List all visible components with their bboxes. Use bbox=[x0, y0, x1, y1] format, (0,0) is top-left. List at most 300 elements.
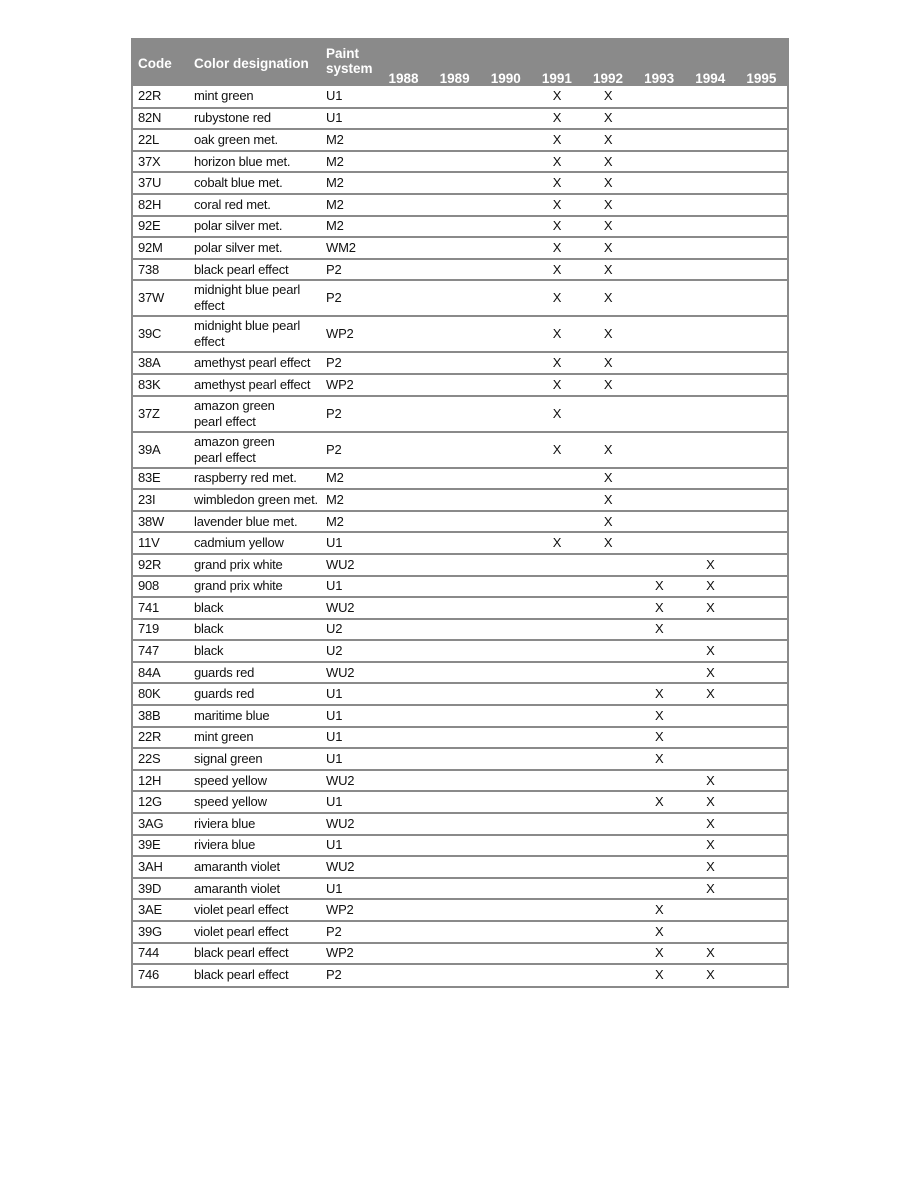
cell-year-mark bbox=[429, 597, 480, 619]
cell-code: 908 bbox=[133, 576, 189, 598]
cell-year-mark bbox=[378, 532, 429, 554]
table-row bbox=[133, 489, 787, 511]
cell-year-mark bbox=[378, 374, 429, 396]
cell-year-mark: X bbox=[531, 259, 582, 281]
cell-year-mark bbox=[634, 237, 685, 259]
cell-year-mark bbox=[736, 396, 787, 432]
cell-year-mark bbox=[378, 108, 429, 130]
cell-paint-system: U1 bbox=[321, 683, 378, 705]
cell-year-mark bbox=[378, 640, 429, 662]
cell-year-mark: X bbox=[634, 597, 685, 619]
cell-year-mark bbox=[429, 705, 480, 727]
cell-year-mark bbox=[583, 662, 634, 684]
cell-color-designation: riviera blue bbox=[189, 835, 321, 857]
cell-color-designation: polar silver met. bbox=[189, 237, 321, 259]
cell-year-mark bbox=[736, 352, 787, 374]
cell-code: 12H bbox=[133, 770, 189, 792]
cell-year-mark: X bbox=[685, 683, 736, 705]
cell-year-mark bbox=[531, 597, 582, 619]
cell-code: 3AE bbox=[133, 899, 189, 921]
cell-year-mark bbox=[736, 172, 787, 194]
cell-year-mark bbox=[531, 878, 582, 900]
cell-code: 92R bbox=[133, 554, 189, 576]
header-paint-line1: Paint bbox=[326, 46, 360, 61]
table-row bbox=[133, 194, 787, 216]
designation-line2: pearl effect bbox=[194, 413, 256, 429]
cell-year-mark bbox=[429, 532, 480, 554]
table-row bbox=[133, 316, 787, 352]
cell-year-mark bbox=[531, 748, 582, 770]
cell-year-mark: X bbox=[531, 352, 582, 374]
header-year: 1992 bbox=[583, 40, 634, 86]
cell-year-mark bbox=[480, 597, 531, 619]
cell-code: 80K bbox=[133, 683, 189, 705]
cell-year-mark bbox=[429, 683, 480, 705]
cell-year-mark: X bbox=[583, 511, 634, 533]
cell-year-mark bbox=[634, 151, 685, 173]
cell-year-mark bbox=[583, 791, 634, 813]
cell-color-designation: grand prix white bbox=[189, 576, 321, 598]
cell-year-mark bbox=[480, 554, 531, 576]
cell-year-mark bbox=[736, 129, 787, 151]
cell-year-mark bbox=[378, 237, 429, 259]
cell-year-mark: X bbox=[634, 705, 685, 727]
cell-year-mark bbox=[429, 280, 480, 316]
cell-year-mark bbox=[634, 532, 685, 554]
cell-year-mark bbox=[480, 237, 531, 259]
cell-year-mark bbox=[378, 280, 429, 316]
cell-paint-system: WP2 bbox=[321, 943, 378, 965]
cell-year-mark: X bbox=[634, 727, 685, 749]
cell-year-mark bbox=[531, 705, 582, 727]
cell-color-designation: raspberry red met. bbox=[189, 468, 321, 490]
cell-code: 22R bbox=[133, 727, 189, 749]
table-row bbox=[133, 468, 787, 490]
header-year: 1994 bbox=[685, 40, 736, 86]
cell-year-mark bbox=[429, 878, 480, 900]
cell-year-mark bbox=[378, 748, 429, 770]
cell-color-designation: black pearl effect bbox=[189, 259, 321, 281]
cell-paint-system: P2 bbox=[321, 280, 378, 316]
designation-line2: effect bbox=[194, 334, 225, 350]
cell-year-mark bbox=[378, 396, 429, 432]
table-row bbox=[133, 432, 787, 468]
cell-year-mark: X bbox=[583, 432, 634, 468]
cell-year-mark bbox=[531, 683, 582, 705]
header-color-designation: Color designation bbox=[189, 40, 321, 86]
cell-paint-system: WU2 bbox=[321, 554, 378, 576]
cell-year-mark bbox=[583, 921, 634, 943]
cell-code: 82H bbox=[133, 194, 189, 216]
cell-year-mark bbox=[429, 943, 480, 965]
cell-year-mark bbox=[429, 511, 480, 533]
cell-year-mark bbox=[378, 554, 429, 576]
cell-code: 92E bbox=[133, 216, 189, 238]
cell-year-mark bbox=[429, 921, 480, 943]
cell-year-mark: X bbox=[583, 86, 634, 108]
cell-year-mark bbox=[378, 259, 429, 281]
table-row bbox=[133, 856, 787, 878]
cell-year-mark bbox=[429, 964, 480, 986]
cell-year-mark bbox=[480, 532, 531, 554]
cell-color-designation: black pearl effect bbox=[189, 943, 321, 965]
cell-code: 741 bbox=[133, 597, 189, 619]
cell-year-mark bbox=[480, 374, 531, 396]
cell-year-mark bbox=[429, 129, 480, 151]
cell-year-mark: X bbox=[583, 259, 634, 281]
header-year: 1995 bbox=[736, 40, 787, 86]
cell-year-mark: X bbox=[531, 374, 582, 396]
cell-year-mark bbox=[634, 835, 685, 857]
table-row bbox=[133, 237, 787, 259]
designation-line1: amazon green bbox=[194, 397, 275, 413]
cell-year-mark bbox=[480, 316, 531, 352]
header-code: Code bbox=[133, 40, 189, 86]
table-row bbox=[133, 374, 787, 396]
cell-year-mark bbox=[685, 899, 736, 921]
cell-year-mark bbox=[736, 259, 787, 281]
cell-color-designation: rubystone red bbox=[189, 108, 321, 130]
cell-year-mark bbox=[480, 468, 531, 490]
cell-color-designation: coral red met. bbox=[189, 194, 321, 216]
cell-year-mark bbox=[736, 576, 787, 598]
cell-code: 3AG bbox=[133, 813, 189, 835]
cell-paint-system: M2 bbox=[321, 511, 378, 533]
cell-year-mark bbox=[531, 619, 582, 641]
cell-year-mark bbox=[480, 791, 531, 813]
cell-paint-system: U1 bbox=[321, 878, 378, 900]
cell-year-mark: X bbox=[583, 172, 634, 194]
table-row bbox=[133, 727, 787, 749]
cell-year-mark bbox=[378, 856, 429, 878]
cell-year-mark bbox=[736, 921, 787, 943]
header-year: 1991 bbox=[531, 40, 582, 86]
cell-color-designation bbox=[189, 316, 321, 352]
cell-paint-system: WP2 bbox=[321, 316, 378, 352]
cell-code: 22R bbox=[133, 86, 189, 108]
cell-year-mark bbox=[378, 316, 429, 352]
cell-code: 744 bbox=[133, 943, 189, 965]
cell-year-mark bbox=[736, 619, 787, 641]
cell-year-mark bbox=[480, 727, 531, 749]
cell-year-mark bbox=[634, 216, 685, 238]
cell-paint-system: P2 bbox=[321, 396, 378, 432]
cell-color-designation: mint green bbox=[189, 86, 321, 108]
cell-year-mark bbox=[634, 194, 685, 216]
cell-code: 38A bbox=[133, 352, 189, 374]
cell-year-mark: X bbox=[531, 237, 582, 259]
cell-year-mark bbox=[378, 662, 429, 684]
cell-color-designation: violet pearl effect bbox=[189, 899, 321, 921]
header-year: 1988 bbox=[378, 40, 429, 86]
cell-year-mark bbox=[685, 259, 736, 281]
cell-code: 738 bbox=[133, 259, 189, 281]
cell-year-mark: X bbox=[685, 835, 736, 857]
cell-year-mark bbox=[736, 280, 787, 316]
cell-year-mark: X bbox=[583, 108, 634, 130]
cell-year-mark bbox=[378, 151, 429, 173]
cell-year-mark bbox=[685, 468, 736, 490]
cell-year-mark bbox=[634, 172, 685, 194]
cell-year-mark bbox=[583, 683, 634, 705]
cell-year-mark bbox=[583, 554, 634, 576]
cell-year-mark: X bbox=[685, 770, 736, 792]
cell-year-mark bbox=[429, 554, 480, 576]
cell-year-mark bbox=[685, 172, 736, 194]
cell-year-mark bbox=[583, 727, 634, 749]
cell-year-mark bbox=[480, 511, 531, 533]
cell-year-mark bbox=[378, 899, 429, 921]
cell-year-mark bbox=[531, 921, 582, 943]
cell-year-mark bbox=[429, 237, 480, 259]
cell-color-designation: black bbox=[189, 640, 321, 662]
cell-year-mark bbox=[378, 791, 429, 813]
cell-year-mark: X bbox=[531, 194, 582, 216]
cell-paint-system: U1 bbox=[321, 532, 378, 554]
table-row bbox=[133, 280, 787, 316]
cell-color-designation: cadmium yellow bbox=[189, 532, 321, 554]
table-row bbox=[133, 216, 787, 238]
cell-year-mark bbox=[736, 856, 787, 878]
table-row bbox=[133, 576, 787, 598]
header-row bbox=[133, 40, 787, 86]
cell-year-mark bbox=[736, 532, 787, 554]
cell-paint-system: P2 bbox=[321, 352, 378, 374]
cell-year-mark bbox=[634, 396, 685, 432]
cell-year-mark bbox=[378, 576, 429, 598]
cell-year-mark bbox=[531, 576, 582, 598]
table-row bbox=[133, 705, 787, 727]
cell-year-mark bbox=[531, 791, 582, 813]
cell-paint-system: WM2 bbox=[321, 237, 378, 259]
cell-year-mark bbox=[685, 619, 736, 641]
cell-year-mark bbox=[736, 151, 787, 173]
cell-year-mark bbox=[583, 705, 634, 727]
cell-paint-system: WU2 bbox=[321, 662, 378, 684]
cell-year-mark bbox=[480, 835, 531, 857]
cell-year-mark bbox=[583, 856, 634, 878]
cell-year-mark: X bbox=[685, 662, 736, 684]
cell-year-mark bbox=[429, 352, 480, 374]
cell-paint-system: M2 bbox=[321, 151, 378, 173]
table-row bbox=[133, 943, 787, 965]
cell-year-mark bbox=[531, 835, 582, 857]
cell-year-mark bbox=[685, 129, 736, 151]
cell-paint-system: WU2 bbox=[321, 597, 378, 619]
cell-code: 39A bbox=[133, 432, 189, 468]
cell-year-mark: X bbox=[685, 576, 736, 598]
cell-year-mark bbox=[531, 554, 582, 576]
cell-color-designation: black bbox=[189, 619, 321, 641]
paint-code-table bbox=[133, 40, 787, 986]
cell-year-mark bbox=[685, 280, 736, 316]
table-row bbox=[133, 172, 787, 194]
cell-year-mark bbox=[736, 770, 787, 792]
cell-year-mark bbox=[685, 316, 736, 352]
table-row bbox=[133, 921, 787, 943]
cell-year-mark bbox=[378, 172, 429, 194]
cell-year-mark bbox=[736, 108, 787, 130]
cell-year-mark bbox=[429, 619, 480, 641]
table-row bbox=[133, 511, 787, 533]
cell-code: 747 bbox=[133, 640, 189, 662]
cell-year-mark bbox=[480, 259, 531, 281]
cell-paint-system: P2 bbox=[321, 432, 378, 468]
cell-year-mark: X bbox=[583, 352, 634, 374]
cell-year-mark bbox=[634, 468, 685, 490]
cell-year-mark bbox=[378, 813, 429, 835]
cell-paint-system: U1 bbox=[321, 748, 378, 770]
cell-year-mark bbox=[583, 964, 634, 986]
cell-year-mark bbox=[429, 489, 480, 511]
cell-year-mark bbox=[736, 748, 787, 770]
cell-year-mark bbox=[480, 619, 531, 641]
cell-year-mark: X bbox=[531, 316, 582, 352]
designation-line1: midnight blue pearl bbox=[194, 318, 301, 334]
cell-year-mark bbox=[429, 86, 480, 108]
cell-code: 37X bbox=[133, 151, 189, 173]
cell-paint-system: WU2 bbox=[321, 770, 378, 792]
header-year: 1993 bbox=[634, 40, 685, 86]
table-row bbox=[133, 835, 787, 857]
cell-year-mark bbox=[480, 86, 531, 108]
cell-year-mark bbox=[429, 813, 480, 835]
cell-color-designation: oak green met. bbox=[189, 129, 321, 151]
cell-year-mark: X bbox=[531, 108, 582, 130]
cell-code: 3AH bbox=[133, 856, 189, 878]
cell-year-mark bbox=[634, 316, 685, 352]
cell-year-mark bbox=[583, 835, 634, 857]
cell-code: 22S bbox=[133, 748, 189, 770]
cell-year-mark bbox=[480, 432, 531, 468]
cell-year-mark bbox=[583, 770, 634, 792]
cell-year-mark bbox=[634, 878, 685, 900]
cell-code: 39C bbox=[133, 316, 189, 352]
cell-code: 746 bbox=[138, 967, 160, 983]
table-row bbox=[133, 532, 787, 554]
cell-color-designation: lavender blue met. bbox=[189, 511, 321, 533]
cell-year-mark bbox=[429, 662, 480, 684]
cell-year-mark bbox=[480, 921, 531, 943]
cell-year-mark bbox=[480, 108, 531, 130]
cell-year-mark bbox=[736, 216, 787, 238]
cell-year-mark bbox=[531, 943, 582, 965]
cell-year-mark bbox=[480, 216, 531, 238]
cell-year-mark bbox=[429, 468, 480, 490]
cell-year-mark: X bbox=[634, 748, 685, 770]
cell-year-mark: X bbox=[685, 791, 736, 813]
cell-year-mark bbox=[429, 640, 480, 662]
cell-year-mark bbox=[378, 432, 429, 468]
cell-year-mark bbox=[480, 172, 531, 194]
cell-year-mark bbox=[634, 108, 685, 130]
cell-year-mark bbox=[685, 511, 736, 533]
cell-year-mark bbox=[634, 259, 685, 281]
cell-year-mark: X bbox=[531, 432, 582, 468]
cell-year-mark bbox=[429, 899, 480, 921]
cell-year-mark bbox=[480, 129, 531, 151]
cell-color-designation: amethyst pearl effect bbox=[189, 374, 321, 396]
cell-year-mark: X bbox=[634, 899, 685, 921]
cell-paint-system: M2 bbox=[321, 194, 378, 216]
cell-year-mark bbox=[583, 943, 634, 965]
cell-paint-system: U1 bbox=[321, 108, 378, 130]
cell-year-mark bbox=[480, 964, 531, 986]
cell-year-mark: X bbox=[634, 791, 685, 813]
cell-year-mark bbox=[429, 432, 480, 468]
cell-year-mark bbox=[378, 835, 429, 857]
cell-year-mark bbox=[685, 727, 736, 749]
cell-year-mark bbox=[685, 352, 736, 374]
cell-year-mark bbox=[378, 964, 429, 986]
cell-color-designation: signal green bbox=[189, 748, 321, 770]
cell-year-mark bbox=[531, 813, 582, 835]
paint-code-table-frame bbox=[131, 38, 789, 988]
cell-year-mark bbox=[378, 86, 429, 108]
cell-year-mark bbox=[736, 813, 787, 835]
cell-year-mark: X bbox=[583, 316, 634, 352]
cell-color-designation: horizon blue met. bbox=[189, 151, 321, 173]
cell-paint-system: P2 bbox=[321, 259, 378, 281]
table-row bbox=[133, 878, 787, 900]
cell-year-mark bbox=[429, 108, 480, 130]
cell-year-mark bbox=[531, 770, 582, 792]
cell-paint-system: WU2 bbox=[321, 813, 378, 835]
table-row bbox=[133, 640, 787, 662]
cell-year-mark: X bbox=[634, 576, 685, 598]
cell-color-designation bbox=[189, 280, 321, 316]
cell-year-mark bbox=[634, 86, 685, 108]
cell-year-mark bbox=[378, 727, 429, 749]
cell-year-mark bbox=[480, 280, 531, 316]
cell-year-mark bbox=[583, 748, 634, 770]
cell-year-mark bbox=[736, 964, 787, 986]
cell-year-mark bbox=[685, 921, 736, 943]
cell-color-designation: maritime blue bbox=[189, 705, 321, 727]
cell-year-mark: X bbox=[531, 216, 582, 238]
cell-paint-system: M2 bbox=[321, 129, 378, 151]
cell-year-mark bbox=[736, 511, 787, 533]
cell-code: 12G bbox=[133, 791, 189, 813]
cell-year-mark: X bbox=[583, 489, 634, 511]
cell-year-mark: X bbox=[531, 129, 582, 151]
cell-year-mark bbox=[736, 878, 787, 900]
cell-year-mark bbox=[736, 237, 787, 259]
table-row bbox=[133, 619, 787, 641]
cell-year-mark bbox=[736, 554, 787, 576]
cell-year-mark bbox=[736, 374, 787, 396]
cell-color-designation: guards red bbox=[189, 662, 321, 684]
table-body bbox=[133, 86, 787, 986]
header-paint-system bbox=[321, 40, 378, 86]
cell-code: 39D bbox=[133, 878, 189, 900]
cell-code: 82N bbox=[133, 108, 189, 130]
cell-year-mark bbox=[583, 813, 634, 835]
cell-year-mark bbox=[480, 683, 531, 705]
cell-year-mark bbox=[378, 489, 429, 511]
cell-year-mark: X bbox=[583, 129, 634, 151]
cell-color-designation: riviera blue bbox=[189, 813, 321, 835]
cell-paint-system: M2 bbox=[321, 489, 378, 511]
designation-line1: midnight blue pearl bbox=[194, 282, 301, 298]
cell-color-designation: speed yellow bbox=[189, 791, 321, 813]
cell-paint-system: WU2 bbox=[321, 856, 378, 878]
cell-code: 84A bbox=[133, 662, 189, 684]
table-row bbox=[133, 748, 787, 770]
cell-year-mark bbox=[736, 597, 787, 619]
cell-year-mark bbox=[429, 856, 480, 878]
cell-year-mark bbox=[531, 468, 582, 490]
